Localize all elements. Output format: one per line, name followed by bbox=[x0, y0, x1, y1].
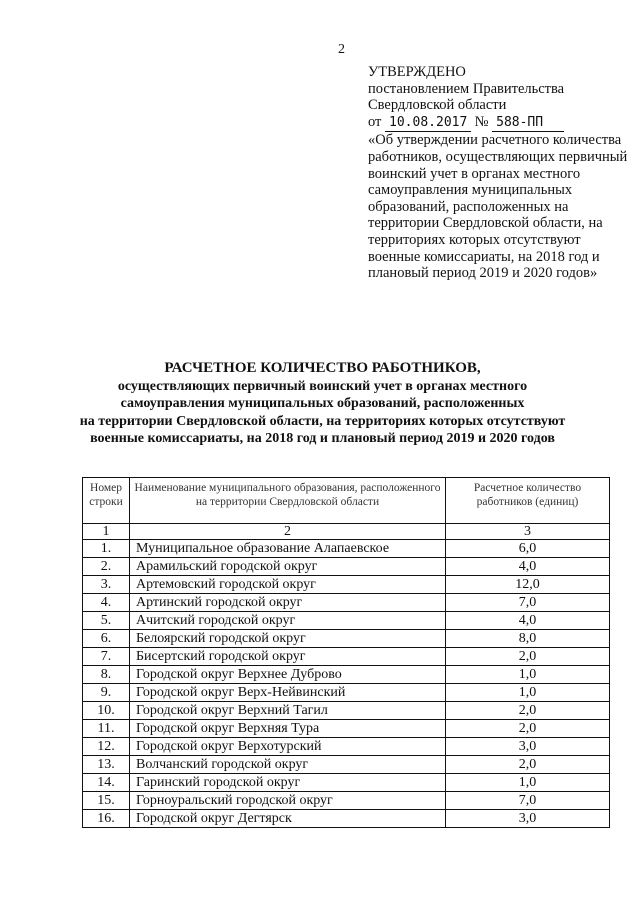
row-number: 11. bbox=[83, 720, 130, 738]
table-row bbox=[83, 756, 610, 774]
heading-line-3: самоуправления муниципальных образований, расположенных bbox=[120, 396, 525, 411]
table-row bbox=[83, 684, 610, 702]
municipality-name: Городской округ Верхотурский bbox=[130, 738, 446, 756]
row-number: 3. bbox=[83, 576, 130, 594]
row-number: 15. bbox=[83, 792, 130, 810]
table-row bbox=[83, 576, 610, 594]
row-number: 5. bbox=[83, 612, 130, 630]
approval-block bbox=[368, 64, 628, 282]
municipality-name: Городской округ Верх-Нейвинский bbox=[130, 684, 446, 702]
municipality-name: Арамильский городской округ bbox=[130, 558, 446, 576]
worker-count: 2,0 bbox=[446, 720, 610, 738]
worker-count: 6,0 bbox=[446, 540, 610, 558]
row-number: 12. bbox=[83, 738, 130, 756]
municipality-name: Ачитский городской округ bbox=[130, 612, 446, 630]
worker-count: 1,0 bbox=[446, 684, 610, 702]
worker-count: 1,0 bbox=[446, 666, 610, 684]
worker-count: 4,0 bbox=[446, 612, 610, 630]
worker-count: 4,0 bbox=[446, 558, 610, 576]
municipality-name: Горноуральский городской округ bbox=[130, 792, 446, 810]
municipality-name: Городской округ Верхнее Дуброво bbox=[130, 666, 446, 684]
table-row bbox=[83, 720, 610, 738]
row-number: 4. bbox=[83, 594, 130, 612]
row-number: 14. bbox=[83, 774, 130, 792]
table-row bbox=[83, 540, 610, 558]
worker-count: 2,0 bbox=[446, 702, 610, 720]
number-label: № bbox=[474, 113, 489, 130]
handwritten-number: 588-ПП bbox=[492, 115, 564, 133]
heading-line-1: РАСЧЕТНОЕ КОЛИЧЕСТВО РАБОТНИКОВ, bbox=[164, 360, 481, 376]
heading-line-4: на территории Свердловской области, на территориях которых отсутствуют bbox=[79, 413, 566, 429]
table-row bbox=[83, 738, 610, 756]
municipality-name: Муниципальное образование Алапаевское bbox=[130, 540, 446, 558]
worker-count: 3,0 bbox=[446, 810, 610, 828]
worker-count: 7,0 bbox=[446, 594, 610, 612]
table-row bbox=[83, 630, 610, 648]
approval-date-line bbox=[368, 114, 628, 133]
page-number: 2 bbox=[338, 42, 345, 57]
decree-title: «Об утверждении расчетного количества работников, осуществляющих первичный воинский учет в органах местного самоуправления муниципальных образований, расположенных на территории Свердловской области, на территориях которых отсутствуют военные комиссариаты, на 2018 год и плановый период 2019 и 2020 годов» bbox=[368, 132, 628, 282]
row-number: 16. bbox=[83, 810, 130, 828]
table-row bbox=[83, 558, 610, 576]
worker-count: 1,0 bbox=[446, 774, 610, 792]
header-worker-count: Расчетное количество работников (единиц) bbox=[446, 478, 610, 524]
header-municipality: Наименование муниципального образования, расположенного на территории Свердловской области bbox=[130, 478, 446, 524]
row-number: 8. bbox=[83, 666, 130, 684]
municipality-name: Городской округ Верхняя Тура bbox=[130, 720, 446, 738]
worker-count: 7,0 bbox=[446, 792, 610, 810]
worker-count: 2,0 bbox=[446, 756, 610, 774]
municipality-name: Городской округ Верхний Тагил bbox=[130, 702, 446, 720]
table-row bbox=[83, 594, 610, 612]
approval-line-1: постановлением Правительства bbox=[368, 80, 565, 97]
row-number: 2. bbox=[83, 558, 130, 576]
row-number: 9. bbox=[83, 684, 130, 702]
column-number-row bbox=[83, 524, 610, 540]
table-row bbox=[83, 792, 610, 810]
municipality-name: Артинский городской округ bbox=[130, 594, 446, 612]
municipality-name: Городской округ Дегтярск bbox=[130, 810, 446, 828]
row-number: 13. bbox=[83, 756, 130, 774]
heading-line-2: осуществляющих первичный воинский учет в органах местного bbox=[117, 378, 528, 394]
document-heading bbox=[70, 360, 575, 448]
row-number: 1. bbox=[83, 540, 130, 558]
municipality-name: Белоярский городской округ bbox=[130, 630, 446, 648]
from-label: от bbox=[368, 113, 382, 130]
table-row bbox=[83, 810, 610, 828]
heading-line-5: военные комиссариаты, на 2018 год и плановый период 2019 и 2020 годов bbox=[90, 431, 555, 446]
table-row bbox=[83, 774, 610, 792]
handwritten-date: 10.08.2017 bbox=[385, 115, 471, 133]
table-header-row bbox=[83, 478, 610, 524]
municipality-name: Артемовский городской округ bbox=[130, 576, 446, 594]
worker-count: 2,0 bbox=[446, 648, 610, 666]
row-number: 6. bbox=[83, 630, 130, 648]
approval-line-2: Свердловской области bbox=[368, 97, 507, 114]
row-number: 10. bbox=[83, 702, 130, 720]
column-number: 2 bbox=[130, 524, 446, 540]
workers-table bbox=[82, 477, 610, 828]
municipality-name: Гаринский городской округ bbox=[130, 774, 446, 792]
table-row bbox=[83, 612, 610, 630]
table-row bbox=[83, 702, 610, 720]
approval-title: УТВЕРЖДЕНО bbox=[368, 64, 466, 80]
column-number: 1 bbox=[83, 524, 130, 540]
table-row bbox=[83, 666, 610, 684]
column-number: 3 bbox=[446, 524, 610, 540]
worker-count: 12,0 bbox=[446, 576, 610, 594]
worker-count: 3,0 bbox=[446, 738, 610, 756]
table-row bbox=[83, 648, 610, 666]
row-number: 7. bbox=[83, 648, 130, 666]
municipality-name: Волчанский городской округ bbox=[130, 756, 446, 774]
municipality-name: Бисертский городской округ bbox=[130, 648, 446, 666]
header-row-number: Номер строки bbox=[83, 478, 130, 524]
worker-count: 8,0 bbox=[446, 630, 610, 648]
